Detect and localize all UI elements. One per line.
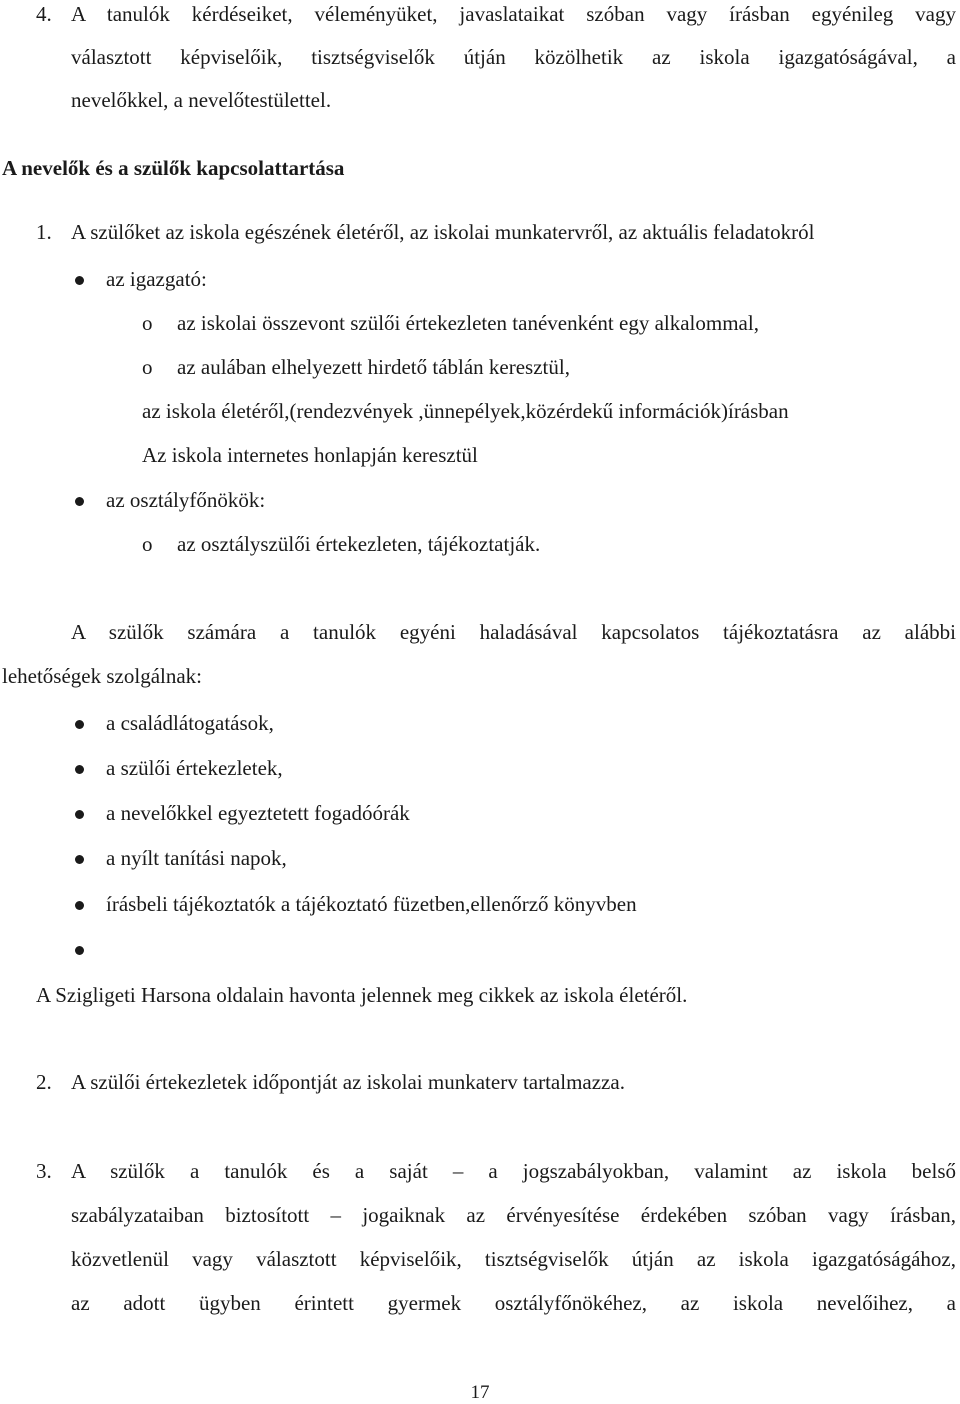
item-3-line-1: A szülők a tanulók és a saját – a jogszabályokban, valamint az iskola belső: [71, 1159, 956, 1183]
circle-bullet-icon: o: [142, 311, 153, 335]
section-heading: A nevelők és a szülők kapcsolattartása: [2, 156, 345, 180]
director-label: az igazgató:: [106, 267, 207, 291]
item-1-text: A szülőket az iskola egészének életéről, az iskolai munkatervről, az aktuális feladatokról: [71, 220, 815, 244]
item-4-line-3: nevelőkkel, a nevelőtestülettel.: [71, 88, 332, 112]
item-3-line-3: közvetlenül vagy választott képviselőik, tisztségviselők útján az iskola igazgatóságához,: [71, 1247, 956, 1271]
item-2-text: A szülői értekezletek időpontját az iskolai munkaterv tartalmazza.: [71, 1070, 625, 1094]
options-paragraph-line-2: lehetőségek szolgálnak:: [2, 664, 203, 688]
bullet-icon: [75, 946, 84, 955]
circle-bullet-icon: o: [142, 355, 153, 379]
bullet-icon: [75, 810, 84, 819]
harsona-text: A Szigligeti Harsona oldalain havonta jelennek meg cikkek az iskola életéről.: [36, 983, 688, 1007]
director-subitem-1: az iskolai összevont szülői értekezleten tanévenként egy alkalommal,: [177, 311, 759, 335]
bullet-icon: [75, 765, 84, 774]
circle-bullet-icon: o: [142, 532, 153, 556]
bullet-icon: [75, 855, 84, 864]
item-3-line-4: az adott ügyben érintett gyermek osztályfőnökéhez, az iskola nevelőihez, a: [71, 1291, 956, 1315]
option-item: a nevelőkkel egyeztetett fogadóórák: [106, 801, 410, 825]
option-item: írásbeli tájékoztatók a tájékoztató füzetben,ellenőrző könyvben: [106, 892, 637, 916]
director-extra-line-1: az iskola életéről,(rendezvények ,ünnepélyek,közérdekű információk)írásban: [142, 399, 789, 423]
director-subitem-2: az aulában elhelyezett hirdető táblán keresztül,: [177, 355, 570, 379]
director-extra-line-2: Az iskola internetes honlapján keresztül: [142, 443, 478, 467]
page-number: 17: [470, 1382, 490, 1403]
form-teachers-subitem-1: az osztályszülői értekezleten, tájékoztatják.: [177, 532, 541, 556]
option-item: a családlátogatások,: [106, 711, 274, 735]
item-3-number: 3.: [36, 1159, 52, 1183]
item-2-number: 2.: [36, 1070, 52, 1094]
bullet-icon: [75, 276, 84, 285]
item-3-line-2: szabályzataiban biztosított – jogaiknak az érvényesítése érdekében szóban vagy írásban,: [71, 1203, 956, 1227]
bullet-icon: [75, 901, 84, 910]
item-1-number: 1.: [36, 220, 52, 244]
options-paragraph-line-1: A szülők számára a tanulók egyéni haladásával kapcsolatos tájékoztatásra az alábbi: [71, 620, 956, 644]
form-teachers-label: az osztályfőnökök:: [106, 488, 266, 512]
item-4-number: 4.: [36, 2, 52, 26]
bullet-icon: [75, 497, 84, 506]
bullet-icon: [75, 720, 84, 729]
option-item: a nyílt tanítási napok,: [106, 846, 287, 870]
item-4-line-1: A tanulók kérdéseiket, véleményüket, javaslataikat szóban vagy írásban egyénileg vagy: [71, 2, 956, 26]
option-item: a szülői értekezletek,: [106, 756, 283, 780]
item-4-line-2: választott képviselőik, tisztségviselők útján közölhetik az iskola igazgatóságával, a: [71, 45, 956, 69]
